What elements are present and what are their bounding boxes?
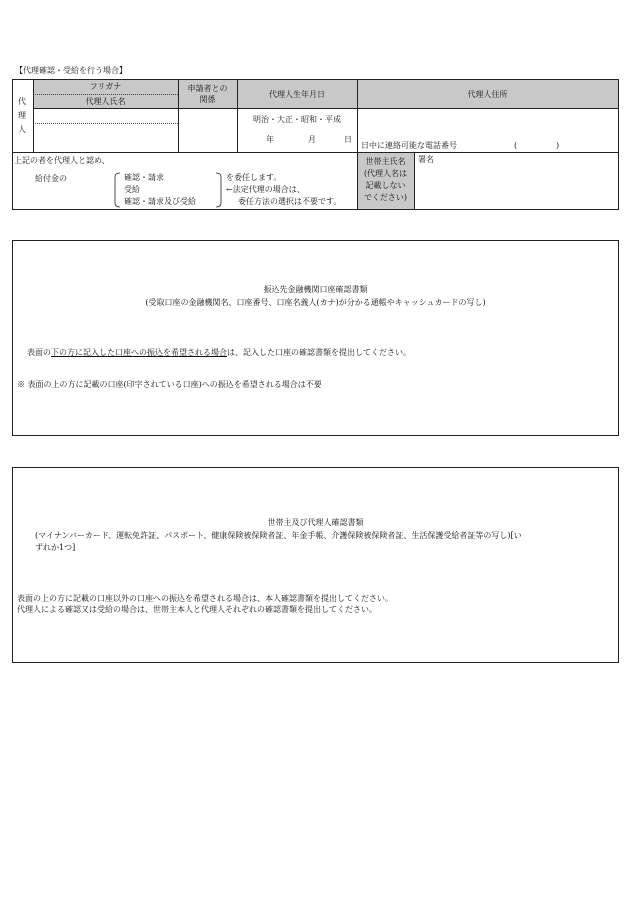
head-name-note: でください) xyxy=(363,193,408,202)
furigana-input[interactable] xyxy=(34,109,177,122)
address-input[interactable] xyxy=(358,109,618,139)
bank-docs-title: 振込先金融機関口座確認書類 xyxy=(263,285,368,294)
phone-input[interactable] xyxy=(520,140,554,151)
section-title: 【代理確認・受給を行う場合】 xyxy=(15,66,127,75)
head-name-label: 世帯主氏名 xyxy=(365,157,406,166)
legal-agent-note: ←法定代理の場合は、 xyxy=(226,185,305,194)
relation-header: 関係 xyxy=(199,95,216,104)
identity-docs-subtitle: (マイナンバーカード、運転免許証、パスポート、健康保険被保険者証、年金手帳、介護保険被保険者証、生活保護受給者証等の写し)[い xyxy=(35,531,522,540)
agent-name-input[interactable] xyxy=(34,124,177,151)
identity-docs-subtitle-cont: ずれか1つ] xyxy=(35,543,76,552)
identity-docs-instruction: 表面の上の方に記載の口座以外の口座への振込を希望される場合は、本人確認書類を提出してください。 xyxy=(17,594,393,603)
day-label: 日 xyxy=(344,135,352,144)
identity-docs-agent-note: 代理人による確認又は受給の場合は、世帯主本人と代理人それぞれの確認書類を提出してください。 xyxy=(17,605,377,614)
legal-agent-note: 委任方法の選択は不要です。 xyxy=(238,197,342,206)
option-confirm-request-receive[interactable]: 確認・請求及び受給 xyxy=(124,197,196,206)
row-divider xyxy=(12,152,619,153)
bank-docs-note: ※ 表面の上の方に記載の口座(印字されている口座)への振込を希望される場合は不要 xyxy=(17,380,322,389)
bank-account-docs-box xyxy=(12,240,619,436)
option-receive[interactable]: 受給 xyxy=(124,185,140,194)
side-label: 理 xyxy=(18,111,26,120)
benefit-label: 給付金の xyxy=(35,174,67,183)
phone-paren-open: ( xyxy=(514,141,518,150)
head-name-note: 記載しない xyxy=(365,181,406,190)
relation-header: 申請者との xyxy=(187,84,228,93)
signature-label: 署名 xyxy=(418,155,434,164)
right-brace-icon xyxy=(214,172,224,208)
instruction-suffix: は、記入した口座の確認書類を提出してください。 xyxy=(227,348,411,357)
bank-docs-instruction xyxy=(27,348,411,358)
phone-paren-close: ) xyxy=(556,141,560,150)
year-label: 年 xyxy=(266,135,274,144)
bank-docs-subtitle: (受取口座の金融機関名、口座番号、口座名義人(カナ)が分かる通帳やキャッシュカードの写し) xyxy=(145,298,486,307)
furigana-divider xyxy=(33,94,178,95)
side-label: 代 xyxy=(18,97,26,106)
delegation-text: 上記の者を代理人と認め、 xyxy=(14,156,110,165)
instruction-prefix: 表面の xyxy=(27,348,51,357)
address-header: 代理人住所 xyxy=(467,90,508,99)
relation-input[interactable] xyxy=(179,109,236,151)
signature-input[interactable] xyxy=(415,166,618,209)
head-name-note: (代理人名は xyxy=(363,169,408,178)
side-label: 人 xyxy=(18,125,26,134)
instruction-underlined: 下の方に記入した口座への振込を希望される場合 xyxy=(51,348,227,357)
identity-docs-box xyxy=(12,467,619,663)
phone-label: 日中に連絡可能な電話番号 xyxy=(361,141,457,150)
option-confirm-request[interactable]: 確認・請求 xyxy=(124,173,164,182)
era-options[interactable]: 明治・大正・昭和・平成 xyxy=(253,115,341,124)
delegate-text: を委任します。 xyxy=(226,173,282,182)
left-brace-icon xyxy=(112,172,122,208)
agent-name-header: 代理人氏名 xyxy=(85,97,126,106)
furigana-header: フリガナ xyxy=(89,82,122,91)
identity-docs-title: 世帯主及び代理人確認書類 xyxy=(267,518,364,527)
birthdate-header: 代理人生年月日 xyxy=(269,90,325,99)
month-label: 月 xyxy=(308,135,316,144)
